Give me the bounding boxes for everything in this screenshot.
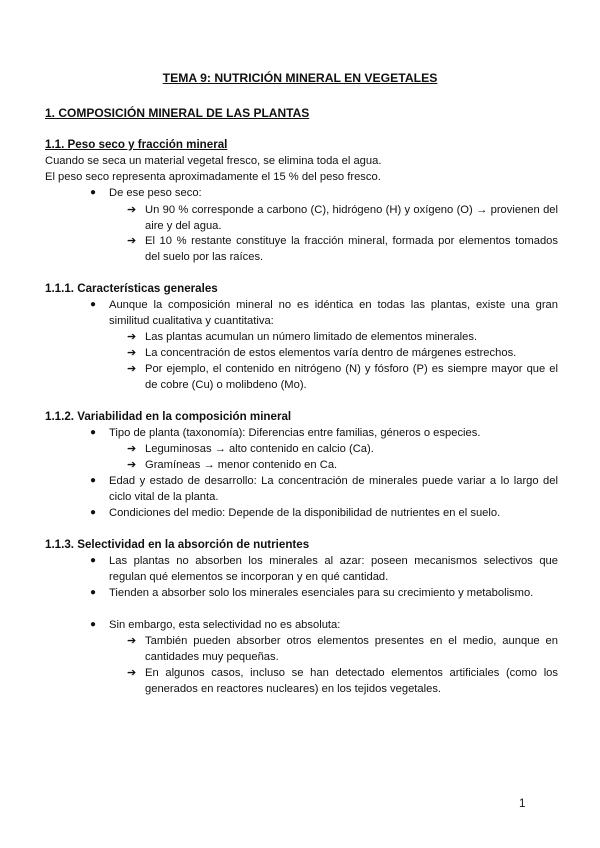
arrow-icon: ➔: [127, 347, 137, 359]
arrow-icon: ➔: [127, 331, 137, 343]
bullet-item: Condiciones del medio: Depende de la disponibilidad de nutrientes en el suelo.: [109, 507, 501, 519]
subsection-1-1-2-heading: 1.1.2. Variabilidad en la composición mineral: [45, 410, 292, 423]
bullet-icon: ●: [90, 427, 97, 438]
arrow-item: La concentración de estos elementos varía dentro de márgenes estrechos.: [145, 347, 517, 359]
arrow-icon: ➔: [127, 235, 137, 247]
subsection-1-1-1-heading: 1.1.1. Características generales: [45, 282, 218, 295]
arrow-item: Las plantas acumulan un número limitado de elementos minerales.: [145, 331, 478, 343]
paragraph: Cuando se seca un material vegetal fresco, se elimina toda el agua.: [45, 155, 382, 167]
document-title: TEMA 9: NUTRICIÓN MINERAL EN VEGETALES: [162, 71, 438, 85]
arrow-item: El 10 % restante constituye la fracción mineral, formada por elementos tomados del suelo por las raíces.: [145, 235, 558, 263]
paragraph: El peso seco representa aproximadamente el 15 % del peso fresco.: [45, 171, 381, 183]
arrow-icon: ➔: [127, 204, 137, 216]
bullet-item: Sin embargo, esta selectividad no es absoluta:: [109, 619, 341, 631]
arrow-item: También pueden absorber otros elementos presentes en el medio, aunque en cantidades muy pequeñas.: [145, 635, 558, 663]
arrow-item: En algunos casos, incluso se han detectado elementos artificiales (como los generados en reactores nucleares) en los tejidos vegetales.: [145, 667, 558, 695]
bullet-icon: ●: [90, 587, 97, 598]
bullet-item: Aunque la composición mineral no es idéntica en todas las plantas, existe una gran similitud cualitativa y cuantitativa:: [109, 299, 558, 327]
section-1-heading: 1. COMPOSICIÓN MINERAL DE LAS PLANTAS: [45, 106, 310, 120]
subsection-1-1-3-heading: 1.1.3. Selectividad en la absorción de nutrientes: [45, 538, 310, 551]
bullet-icon: ●: [90, 619, 97, 630]
bullet-icon: ●: [90, 555, 97, 566]
arrow-icon: ➔: [127, 443, 137, 455]
bullet-item: Tipo de planta (taxonomía): Diferencias entre familias, géneros o especies.: [109, 427, 481, 439]
arrow-item: Un 90 % corresponde a carbono (C), hidrógeno (H) y oxígeno (O) → provienen del aire y del agua.: [145, 204, 558, 232]
arrow-item: Gramíneas → menor contenido en Ca.: [145, 459, 338, 471]
bullet-icon: ●: [90, 507, 97, 518]
arrow-icon: ➔: [127, 363, 137, 375]
bullet-item: Tienden a absorber solo los minerales esenciales para su crecimiento y metabolismo.: [109, 587, 534, 599]
page-number: 1: [519, 798, 526, 810]
bullet-icon: ●: [90, 475, 97, 486]
arrow-icon: ➔: [127, 635, 137, 647]
bullet-item: Edad y estado de desarrollo: La concentración de minerales puede variar a lo largo del ciclo vital de la planta.: [109, 475, 558, 503]
bullet-item: Las plantas no absorben los minerales al azar: poseen mecanismos selectivos que regulan qué elementos se incorporan y en qué cantidad.: [109, 555, 558, 583]
arrow-icon: ➔: [127, 459, 137, 471]
bullet-item: De ese peso seco:: [109, 187, 202, 199]
bullet-icon: ●: [90, 299, 97, 310]
subsection-1-1-heading-text: 1.1. Peso seco y fracción mineral: [45, 138, 228, 151]
arrow-icon: ➔: [127, 667, 137, 679]
subsection-1-1-heading: [45, 137, 227, 153]
bullet-icon: ●: [90, 187, 97, 198]
arrow-item: Leguminosas → alto contenido en calcio (Ca).: [145, 443, 374, 455]
arrow-item: Por ejemplo, el contenido en nitrógeno (N) y fósforo (P) es siempre mayor que el de cobre (Cu) o molibdeno (Mo).: [145, 363, 558, 391]
